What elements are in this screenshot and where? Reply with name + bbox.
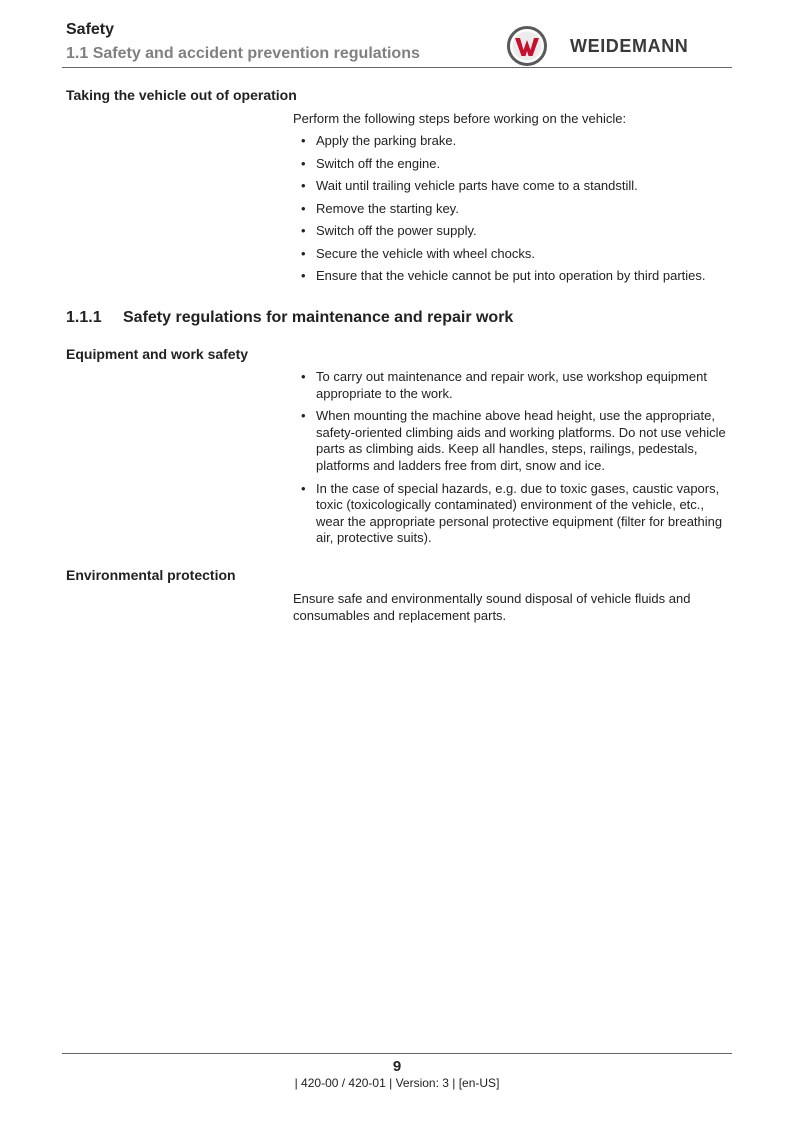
section-heading [66, 309, 513, 327]
brand-name: WEIDEMANN [570, 36, 689, 56]
environment-heading: Environmental protection [66, 567, 236, 583]
weidemann-w-logo-icon [507, 26, 547, 66]
list-item: • Ensure that the vehicle cannot be put into operation by third parties. [301, 268, 706, 283]
list-item: • Apply the parking brake. [301, 133, 457, 148]
list-item: • To carry out maintenance and repair work, use workshop equipment appropriate to the work. [301, 369, 707, 401]
taking-out-heading: Taking the vehicle out of operation [66, 87, 297, 103]
section-heading-title: Safety regulations for maintenance and repair work [123, 309, 514, 326]
list-item: • Remove the starting key. [301, 200, 459, 216]
equipment-list [301, 369, 733, 553]
list-item: • In the case of special hazards, e.g. due to toxic gases, caustic vapors, toxic (toxicologically contaminated) environment of the vehicle, etc., wear the appropriate personal protective equipment (filter for breathing air, protective suits). [301, 480, 723, 546]
header-divider [62, 67, 732, 68]
taking-out-intro: Perform the following steps before working on the vehicle: [293, 111, 627, 126]
list-item: • Secure the vehicle with wheel chocks. [301, 245, 535, 261]
page-number: 9 [392, 1058, 402, 1075]
list-item: • Switch off the power supply. [301, 223, 477, 238]
chapter-title: Safety [66, 21, 115, 38]
list-item: • Switch off the engine. [301, 155, 441, 171]
list-item: • Wait until trailing vehicle parts have come to a standstill. [301, 178, 638, 193]
section-number: 1.1.1 [66, 309, 102, 326]
list-item: • When mounting the machine above head height, use the appropriate, safety-oriented climbing aids and working platforms. Do not use vehicle parts as climbing aids. Keep all handles, steps, railings, pedestals, platforms and ladders free from dirt, snow and ice. [301, 408, 726, 473]
environment-text: Ensure safe and environmentally sound disposal of vehicle fluids and consumables and replacement parts. [293, 591, 691, 623]
footer-divider [62, 1053, 732, 1054]
equipment-heading: Equipment and work safety [66, 346, 249, 362]
taking-out-steps [301, 132, 733, 290]
version-info: | 420-00 / 420-01 | Version: 3 | [en-US] [294, 1076, 500, 1090]
section-title: 1.1 Safety and accident prevention regulations [66, 45, 420, 62]
